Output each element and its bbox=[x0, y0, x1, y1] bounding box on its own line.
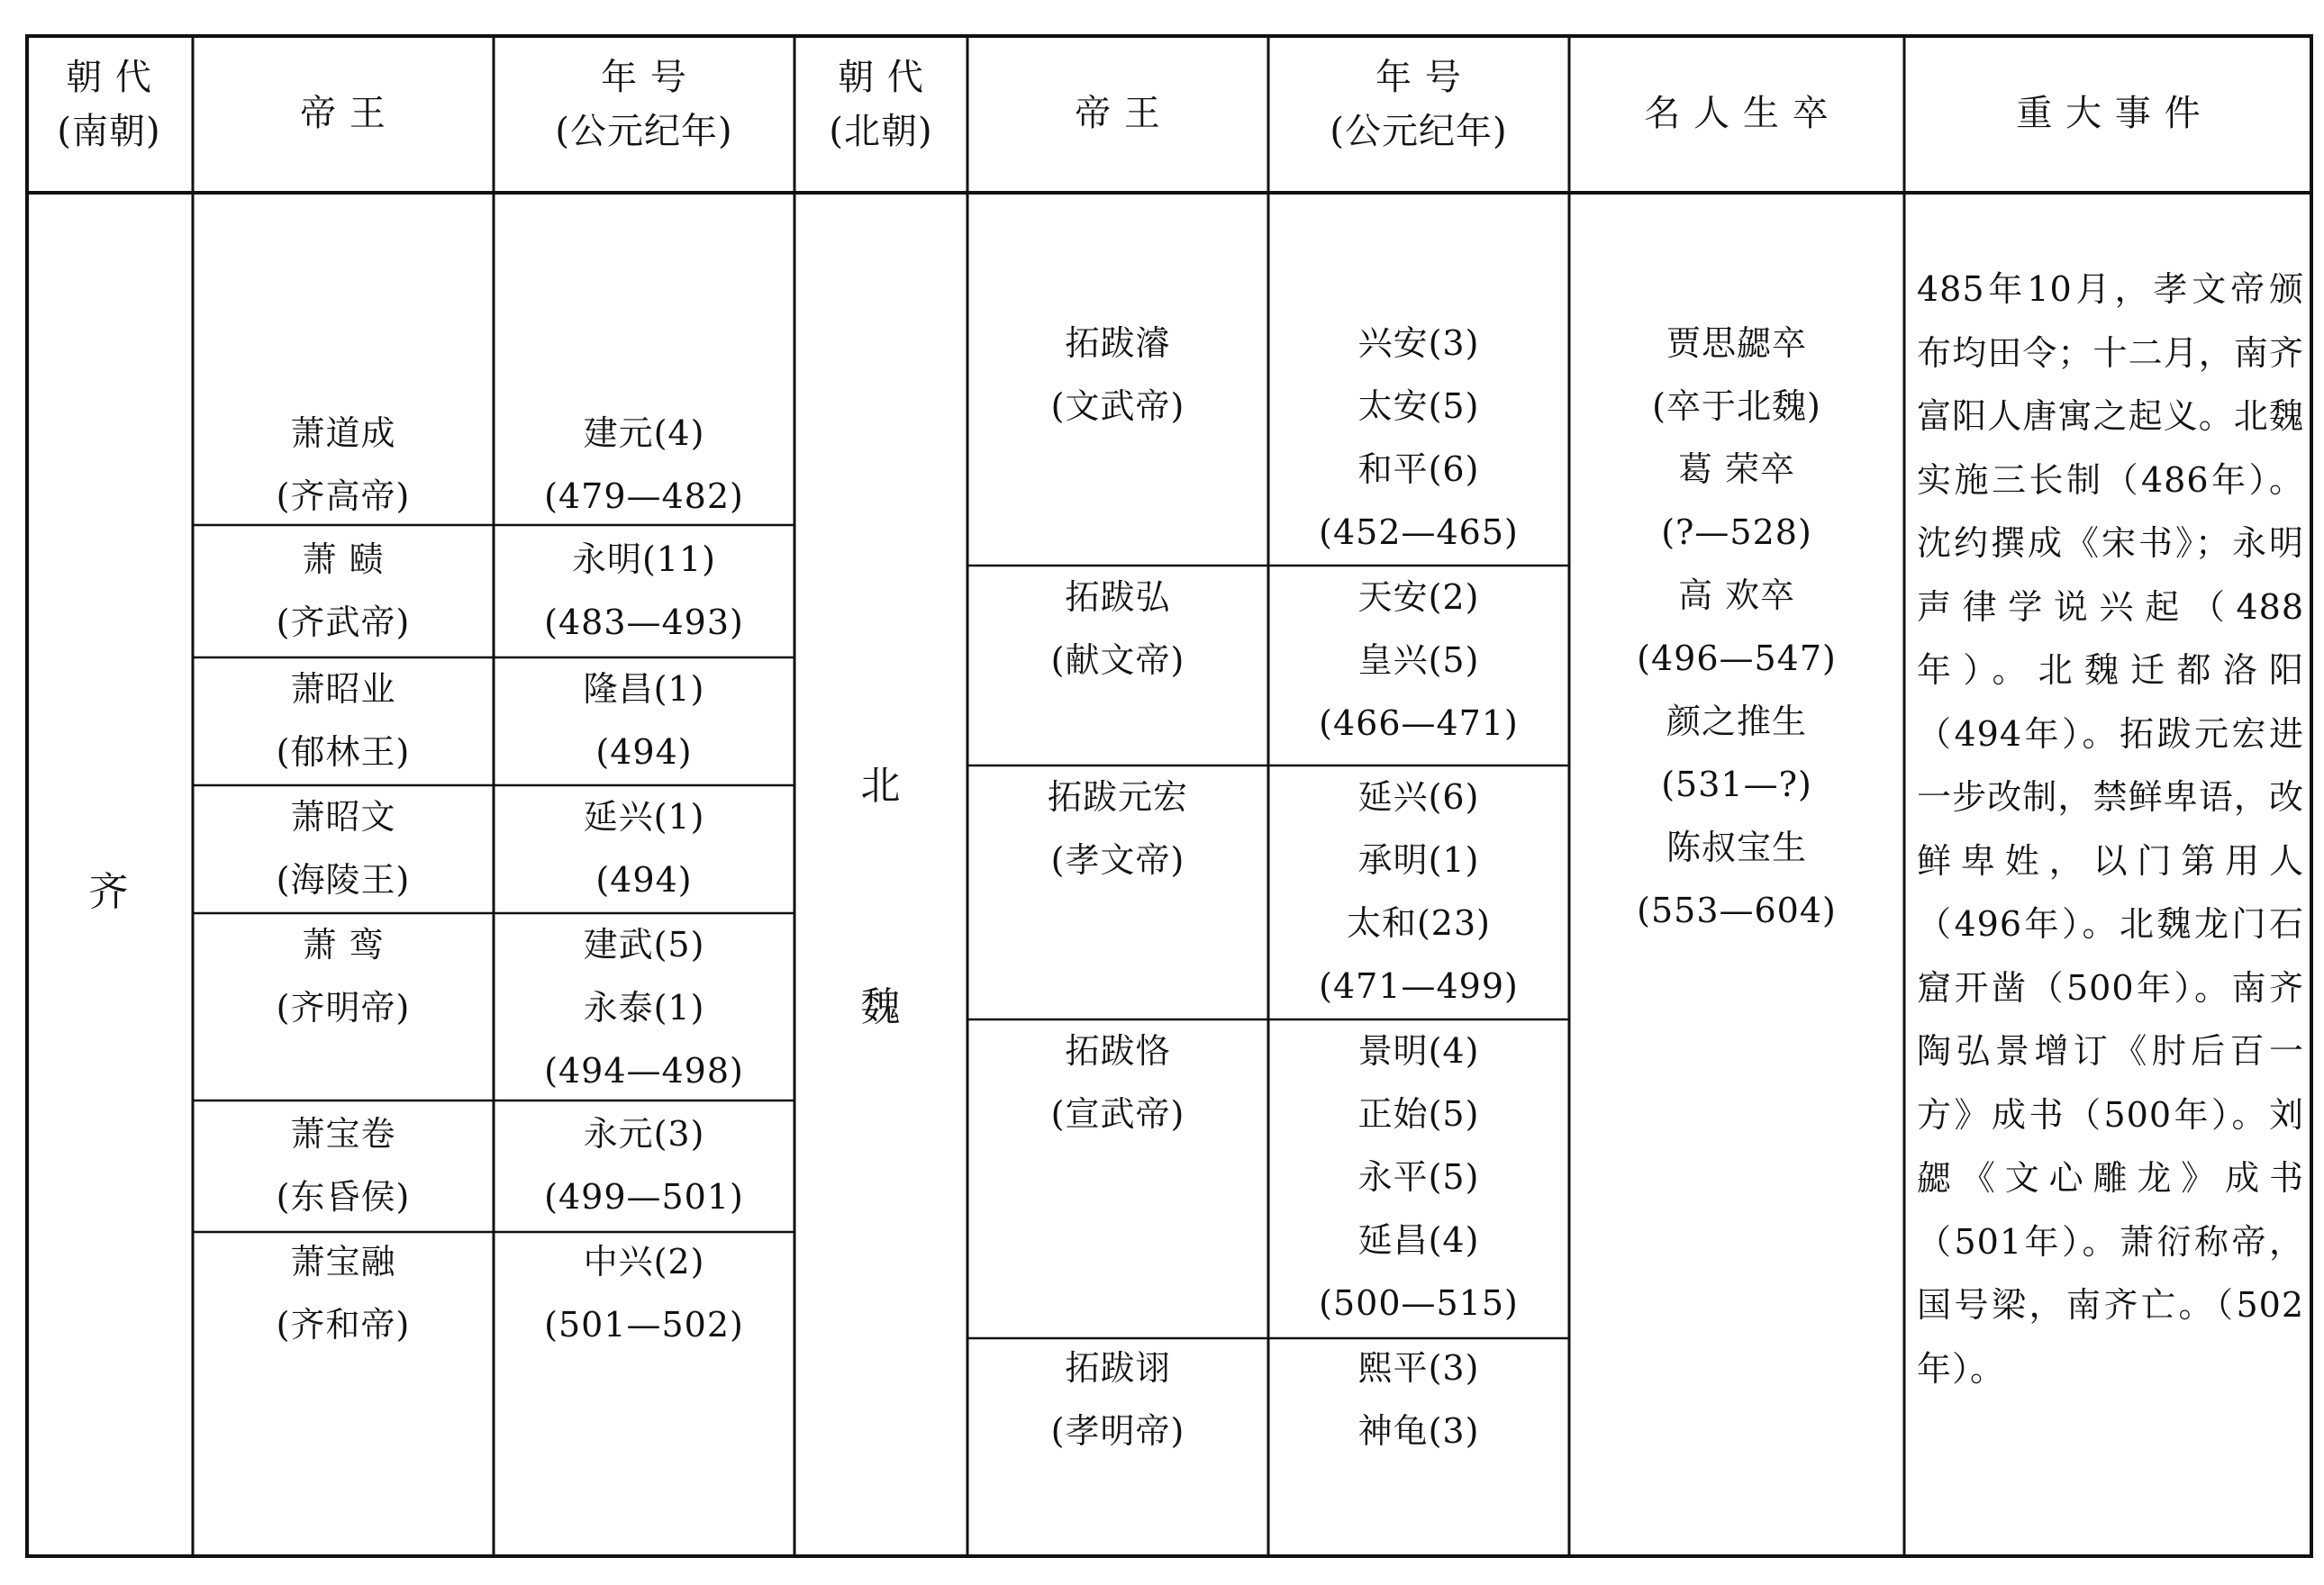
emperor-name: 拓跋恪 bbox=[1065, 1031, 1171, 1071]
emperor-name: 拓跋濬 bbox=[1065, 323, 1171, 363]
south-emperor-cell bbox=[193, 1230, 494, 1356]
emperor-title: (孝文帝) bbox=[1050, 840, 1185, 880]
emperor-name: 拓跋元宏 bbox=[1047, 777, 1188, 817]
era-text: 建武(5) bbox=[583, 925, 705, 965]
era-text: 正始(5) bbox=[1357, 1094, 1480, 1134]
era-text: 永元(3) bbox=[583, 1114, 705, 1154]
emperor-title: (海陵王) bbox=[276, 860, 411, 900]
emperor-name: 萧昭业 bbox=[290, 669, 396, 709]
south-era-cell bbox=[494, 1102, 794, 1228]
era-text: (483—493) bbox=[544, 602, 744, 642]
south-dynasty-name: 齐 bbox=[88, 869, 130, 915]
era-text: (466—471) bbox=[1319, 703, 1519, 743]
era-text: 和平(6) bbox=[1357, 449, 1480, 489]
emperor-title: (郁林王) bbox=[276, 732, 411, 772]
emperor-name: 萧 鸾 bbox=[302, 925, 385, 965]
south-emperor-cell bbox=[193, 785, 494, 911]
south-era-cell bbox=[494, 913, 794, 1102]
era-text: (499—501) bbox=[544, 1177, 744, 1217]
era-text: 天安(2) bbox=[1357, 577, 1480, 617]
era-text: 永泰(1) bbox=[583, 988, 705, 1028]
header-south-era bbox=[494, 50, 794, 158]
era-text: 延兴(6) bbox=[1357, 777, 1480, 817]
notable-entry: 高 欢卒 bbox=[1677, 575, 1796, 615]
north-era-cell bbox=[1268, 1336, 1569, 1463]
era-text: 景明(4) bbox=[1357, 1031, 1480, 1071]
south-era-cell bbox=[494, 657, 794, 783]
header-text: (北朝) bbox=[829, 111, 933, 152]
emperor-name: 拓跋弘 bbox=[1065, 577, 1171, 617]
south-emperor-cell bbox=[193, 402, 494, 528]
notable-entry: (531—?) bbox=[1661, 765, 1812, 804]
era-text: (494—498) bbox=[544, 1051, 744, 1091]
south-era-cell bbox=[494, 1230, 794, 1356]
era-text: 隆昌(1) bbox=[583, 669, 705, 709]
emperor-title: (献文帝) bbox=[1050, 640, 1185, 680]
north-dynasty-name-char: 魏 bbox=[860, 984, 902, 1030]
notables-cell bbox=[1569, 312, 1904, 942]
header-south-emperor: 帝 王 bbox=[300, 93, 386, 134]
south-era-cell bbox=[494, 785, 794, 911]
south-emperor-cell bbox=[193, 657, 494, 783]
emperor-title: (齐武帝) bbox=[276, 602, 411, 642]
north-era-cell bbox=[1268, 566, 1569, 755]
header-text: 年 号 bbox=[1375, 57, 1462, 98]
emperor-name: 萧宝融 bbox=[290, 1242, 396, 1282]
north-emperor-cell bbox=[967, 1336, 1268, 1463]
notable-entry: 贾思勰卒 bbox=[1666, 323, 1807, 363]
header-text: 年 号 bbox=[601, 57, 687, 98]
emperor-title: (宣武帝) bbox=[1050, 1094, 1185, 1134]
notable-entry: (553—604) bbox=[1637, 891, 1837, 930]
emperor-title: (齐明帝) bbox=[276, 988, 411, 1028]
era-text: (501—502) bbox=[544, 1305, 744, 1345]
north-emperor-cell bbox=[967, 566, 1268, 692]
header-text: (南朝) bbox=[57, 111, 161, 152]
era-text: 中兴(2) bbox=[583, 1242, 705, 1282]
emperor-title: (齐高帝) bbox=[276, 476, 411, 516]
south-era-cell bbox=[494, 528, 794, 654]
header-text: (公元纪年) bbox=[555, 111, 733, 152]
era-text: 延昌(4) bbox=[1357, 1220, 1480, 1260]
era-text: 神龟(3) bbox=[1357, 1411, 1480, 1451]
era-text: (494) bbox=[595, 860, 693, 900]
era-text: 太和(23) bbox=[1346, 903, 1491, 943]
era-text: (452—465) bbox=[1319, 512, 1519, 552]
south-era-cell bbox=[494, 402, 794, 528]
era-text: 永平(5) bbox=[1357, 1157, 1480, 1197]
emperor-title: (齐和帝) bbox=[276, 1305, 411, 1345]
era-text: 熙平(3) bbox=[1357, 1348, 1480, 1388]
notable-entry: (496—547) bbox=[1637, 639, 1837, 678]
header-text: (公元纪年) bbox=[1330, 111, 1508, 152]
emperor-name: 萧道成 bbox=[290, 413, 396, 453]
emperor-name: 拓跋诩 bbox=[1065, 1348, 1171, 1388]
era-text: 延兴(1) bbox=[583, 797, 705, 837]
north-emperor-cell bbox=[967, 765, 1268, 892]
north-dynasty-name-char: 北 bbox=[860, 763, 902, 809]
north-emperor-cell bbox=[967, 312, 1268, 438]
era-text: 建元(4) bbox=[583, 413, 705, 453]
notable-entry: 陈叔宝生 bbox=[1666, 828, 1807, 867]
events-text: 485年10月，孝文帝颁布均田令；十二月，南齐富阳人唐寓之起义。北魏实施三长制（486年）。沈约撰成《宋书》；永明声律学说兴起（488年）。北魏迁都洛阳（494年）。拓跋元宏进一步改制，禁鲜卑语，改鲜卑姓，以门第用人（496年）。北魏龙门石窟开凿（500年）。南齐陶弘景增订《肘后百一方》成书（500年）。刘勰《文心雕龙》成书（501年）。萧衍称帝，国号梁，南齐亡。（502年）。 bbox=[1917, 269, 2304, 1389]
north-era-cell bbox=[1268, 765, 1569, 1018]
era-text: 永明(11) bbox=[571, 539, 716, 579]
era-text: 承明(1) bbox=[1357, 840, 1480, 880]
era-text: 皇兴(5) bbox=[1357, 640, 1480, 680]
north-era-cell bbox=[1268, 1019, 1569, 1335]
header-north-era bbox=[1268, 50, 1569, 158]
south-emperor-cell bbox=[193, 913, 494, 1039]
header-events: 重 大 事 件 bbox=[2016, 93, 2201, 134]
emperor-title: (东昏侯) bbox=[276, 1177, 411, 1217]
header-south-dynasty bbox=[25, 50, 193, 158]
south-emperor-cell bbox=[193, 1102, 494, 1228]
era-text: (471—499) bbox=[1319, 966, 1519, 1006]
notable-entry: 葛 荣卒 bbox=[1677, 449, 1796, 489]
chronology-table bbox=[25, 34, 2313, 1558]
north-emperor-cell bbox=[967, 1019, 1268, 1146]
header-notables: 名 人 生 卒 bbox=[1644, 93, 1829, 134]
era-text: 太安(5) bbox=[1357, 386, 1480, 426]
notable-entry: (?—528) bbox=[1661, 512, 1812, 552]
emperor-name: 萧宝卷 bbox=[290, 1114, 396, 1154]
header-text: 朝 代 bbox=[66, 57, 152, 98]
emperor-name: 萧 赜 bbox=[302, 539, 385, 579]
south-emperor-cell bbox=[193, 528, 494, 654]
era-text: 兴安(3) bbox=[1357, 323, 1480, 363]
header-north-dynasty bbox=[794, 50, 967, 158]
era-text: (494) bbox=[595, 732, 693, 772]
header-text: 朝 代 bbox=[838, 57, 924, 98]
era-text: (479—482) bbox=[544, 476, 744, 516]
notable-entry: 颜之推生 bbox=[1666, 702, 1807, 741]
emperor-name: 萧昭文 bbox=[290, 797, 396, 837]
header-north-emperor: 帝 王 bbox=[1075, 93, 1161, 134]
emperor-title: (文武帝) bbox=[1050, 386, 1185, 426]
notable-entry: (卒于北魏) bbox=[1652, 386, 1821, 426]
emperor-title: (孝明帝) bbox=[1050, 1411, 1185, 1451]
era-text: (500—515) bbox=[1319, 1283, 1519, 1323]
north-era-cell bbox=[1268, 312, 1569, 564]
